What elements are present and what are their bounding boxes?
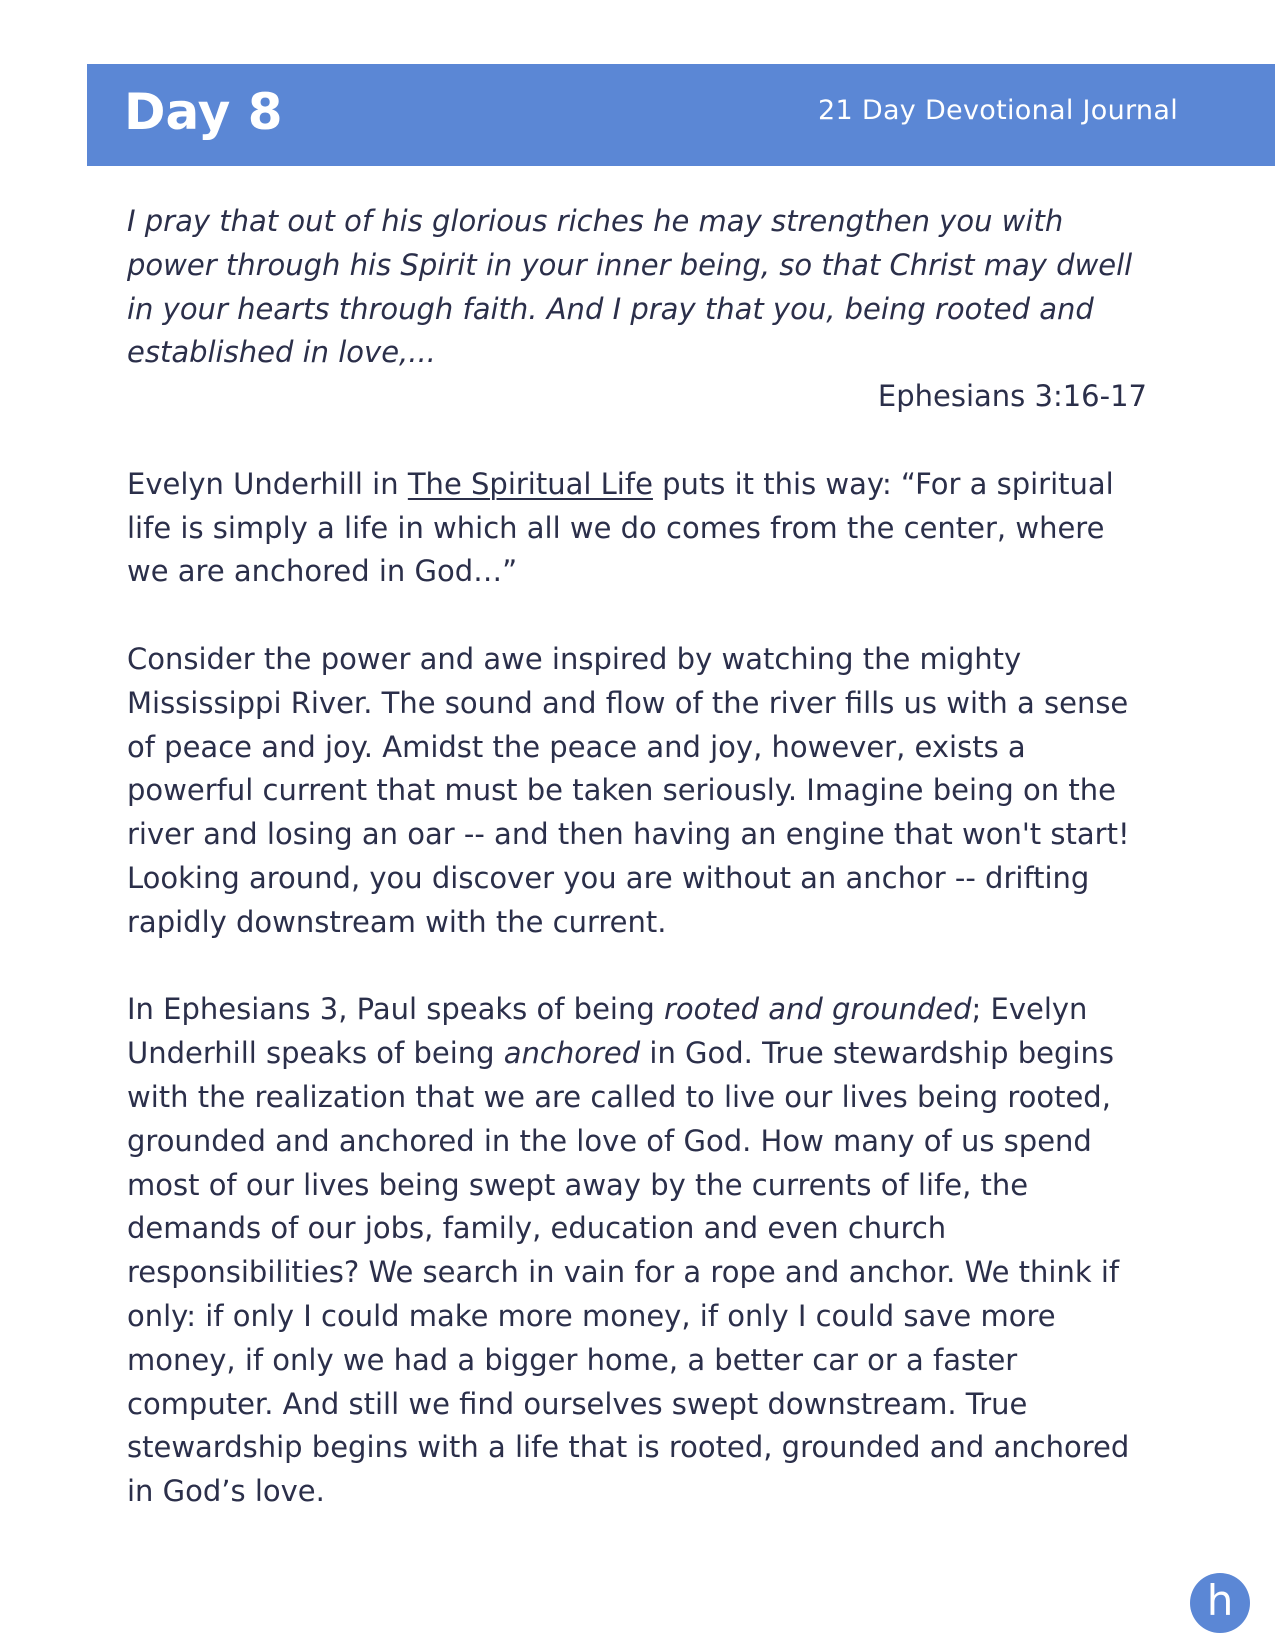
stewardship-part2: ; Evelyn Underhill speaks of being [127,992,1088,1071]
paragraph-river: Consider the power and awe inspired by watching the mighty Mississippi River. The sound and flow of the river fills us with a sense of peace and joy. Amidst the peace and joy, however, exists a powerful current that must be taken seriously. Imagine being on the river and losing an oar -- and then having an engine that won't start! Looking around, you discover you are without an anchor -- drifting rapidly downstream with the current. [127,641,1130,939]
logo-letter: h [1206,1576,1234,1625]
devotional-content [127,200,1147,1558]
h-logo-icon [1190,1573,1250,1633]
day-title: Day 8 [124,83,283,141]
stewardship-part1: In Ephesians 3, Paul speaks of being [127,992,664,1027]
book-title: The Spiritual Life [407,466,653,501]
paragraph-underhill-intro: Evelyn Underhill in [127,466,408,501]
paragraph-stewardship [127,988,1147,1514]
journal-title: 21 Day Devotional Journal [818,95,1178,126]
scripture-reference: Ephesians 3:16-17 [877,379,1147,414]
emphasis-anchored: anchored [503,1036,641,1071]
stewardship-part3: in God. True stewardship begins with the realization that we are called to live our lives being rooted, grounded and anchored in the love of God. How many of us spend most of our lives being swept away by the currents of life, the demands of our jobs, family, education and even church responsibilities? We search in vain for a rope and anchor. We think if only: if only I could make more money, if only I could save more money, if only we had a bigger home, a better car or a faster computer. And still we find ourselves swept downstream. True stewardship begins with a life that is rooted, grounded and anchored in God’s love. [127,1036,1130,1509]
header-bar [87,64,1275,166]
scripture-quote: I pray that out of his glorious riches he may strengthen you with power through his Spirit in your inner being, so that Christ may dwell in your hearts through faith. And I pray that you, being rooted and established in love,... [127,204,1133,370]
emphasis-rooted-grounded: rooted and grounded [663,992,972,1027]
paragraph-underhill [127,463,1147,594]
paragraph-underhill-quote: puts it this way: “For a spiritual life is simply a life in which all we do comes from the center, where we are anchored in God…” [127,466,1114,589]
